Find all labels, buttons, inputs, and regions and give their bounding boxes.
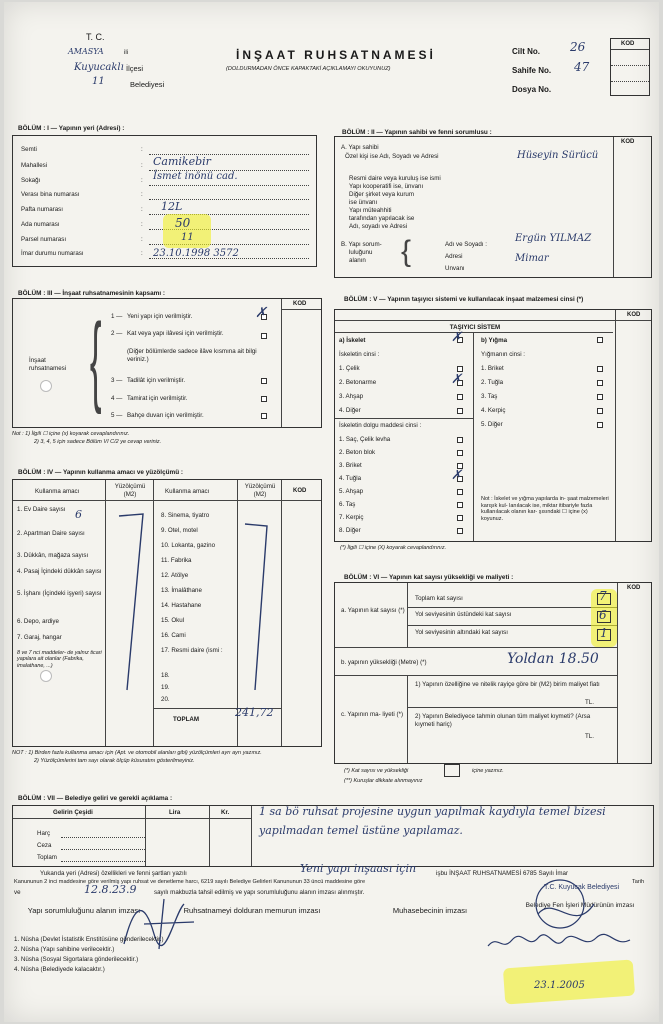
dolgu-checkbox[interactable] — [457, 489, 463, 495]
tl-1: TL. — [585, 699, 594, 706]
tugla-checkbox[interactable] — [597, 380, 603, 386]
tasiyici-header: TAŞIYICI SİSTEM — [449, 324, 501, 331]
stamp-text: T.C. Kuyucak Belediyesi — [544, 884, 620, 891]
parsel-label: Parsel numarası — [21, 236, 67, 243]
tas: 3. Taş — [481, 393, 498, 400]
adresi-label: Adresi — [445, 253, 463, 260]
tadilat-checkbox[interactable] — [261, 378, 267, 384]
garaj: 7. Garaj, hangar — [17, 634, 62, 641]
il-label: ili — [124, 49, 129, 56]
resmi-line: ise ünvanı — [349, 199, 378, 206]
tamirat-label: Tamirat için verilmiştir. — [127, 395, 188, 402]
dolgu-label: İskeletin dolgu maddesi cinsi : — [339, 422, 422, 429]
betonarme: 2. Betonarme — [339, 379, 377, 386]
diger: 4. Diğer — [339, 407, 361, 414]
bolum3-title: BÖLÜM : III — İnşaat ruhsatnamesinin kapsamı : — [18, 290, 166, 297]
area-scribble-left — [113, 510, 149, 700]
depo: 6. Depo, ardiye — [17, 618, 59, 625]
punch-hole — [40, 380, 52, 392]
footer-line1: Yukarıda yeri (Adresi) özellikleri ve fenni şartları yazılı — [40, 870, 187, 877]
footer-line3b: sayılı makbuzla tahsil edilmiş ve yapı sorumluluğunu alanın imzası alınmıştır. — [154, 889, 365, 896]
ada-value: 50 — [175, 216, 191, 230]
ceza-label: Ceza — [37, 842, 52, 849]
bolum7-box — [12, 805, 654, 867]
row-19: 19. — [161, 684, 170, 691]
gelir-cesidi-header: Gelirin Çeşidi — [53, 809, 93, 816]
iskelet-cinsi: İskeletin cinsi : — [339, 351, 380, 358]
bolum4-not2: 2) Yüzölçümlerini tam sayı olarak ölçüp küsuratını gösterilmeyiniz. — [34, 758, 195, 764]
dolgu-item: 5. Ahşap — [339, 488, 364, 495]
header-kod-box: KOD — [610, 38, 650, 96]
tc-label: T. C. — [86, 32, 105, 42]
bolum6-box: KOD a. Yapının kat sayısı (*) Toplam kat sayısı Yol seviyesinin üstündeki kat sayısı Yol seviyesinin altındaki kat sayısı 7 6 1 b. yapının yüksekliği (Metre) (*) Yoldan 18.50 c. Yapının ma- liyeti (*) 1) Yapının özelliğine ve nitelik rayiçe göre bir (M2) birim maliyet fiatı TL. 2) Yapının Belediyece tahmin olunan tüm maliyet kıymeti? (Arsa kıymeti hariç) TL. — [334, 582, 652, 764]
sig-sorumlu: Yapı sorumluluğunu alanın imzası — [27, 906, 141, 915]
lira-header: Lira — [169, 809, 181, 816]
sokak-label: Sokağı — [21, 177, 41, 184]
dolgu-item: 4. Tuğla — [339, 475, 362, 482]
imar-value: 23.10.1998 3572 — [153, 248, 239, 259]
imar-label: İmar durumu numarası — [21, 250, 84, 257]
sorumlu-unvan: Mimar — [515, 253, 549, 264]
footer-line1-value: Yeni yapı inşaası için — [300, 862, 417, 875]
signature-sorumlu — [114, 894, 204, 954]
belediye-label: Belediyesi — [130, 80, 165, 89]
kerpic-checkbox[interactable] — [597, 408, 603, 414]
bolum7-title: BÖLÜM : VII — Belediye geliri ve gerekli açıklama : — [18, 795, 173, 802]
area-scribble-right — [241, 520, 277, 700]
bolum5-footnote: (*) İlgili ☐ içine (X) koyarak cevaplandırınız. — [340, 545, 447, 551]
row-20: 20. — [161, 696, 170, 703]
dolgu-item: 2. Beton blok — [339, 449, 376, 456]
belediye-value: 11 — [92, 76, 105, 87]
resmi-line: Yapı kooperatifi ise, ünvanı — [349, 183, 424, 190]
briket-checkbox[interactable] — [597, 366, 603, 372]
alt-kat-value: 1 — [600, 626, 608, 640]
harc-label: Harç — [37, 830, 51, 837]
hastahane: 14. Hastahane — [161, 602, 202, 609]
dolgu-item: 8. Diğer — [339, 527, 361, 534]
resmi-daire: 17. Resmi daire (ismi : — [161, 647, 223, 654]
apartman: 2. Apartman Daire sayısı — [17, 530, 85, 537]
resmi-line: tarafından yapılacak ise — [349, 215, 415, 222]
resmi-line: Adı, soyadı ve Adresi — [349, 223, 408, 230]
semti-label: Semti — [21, 146, 37, 153]
tadilat-label: Tadilât için verilmiştir. — [127, 377, 186, 384]
sig-fen-isleri: Belediye Fen İşleri Müdürünün imzası — [525, 902, 635, 909]
row-18: 18. — [161, 672, 170, 679]
tugla: 2. Tuğla — [481, 379, 504, 386]
bolum5-box: KOD TAŞIYICI SİSTEM a) İskelet ✗ b) Yığma İskeletin cinsi : 1. Çelik 2. Betonarme 3. Ahşap 4. Diğer ✗ Yığmanın cinsi : 1. Briket 2. Tuğla 3. Taş 4. Kerpiç 5. Diğer İskeletin dolgu maddesi cinsi : 1. Saç, Çelik levha 2. Beton blok 3. Briket 4. Tuğla 5. Ahşap 6. Taş 7. Kerpiç 8. Diğer ✗ Not : İskelet ve yığma yapılarda in- şaat malzemeleri karışık kul- lanılacak ise, miktar itibariyle fazla kullanılacak olanın kar- şısındaki ☐ içine (x) koyunuz. — [334, 309, 652, 542]
il-value: AMASYA — [68, 47, 104, 56]
bahce-checkbox[interactable] — [261, 413, 267, 419]
b-label: B. Yapı sorum- — [341, 241, 382, 248]
footer-date: 23.1.2005 — [534, 980, 585, 991]
copy-1: 1. Nüsha (Devlet İstatistik Enstitüsüne gönderilecektir.) — [14, 936, 164, 943]
diger-checkbox[interactable] — [457, 408, 463, 414]
bolum4-not1: NOT : 1) Birden fazla kullanma amacı için (Apt. ve otomobil alanları gibi) yüzölçümleri ayrı ayrı yazınız. — [12, 750, 262, 756]
toplam-kat-value: 7 — [599, 589, 607, 603]
col-kullanma: Kullanma amacı — [35, 488, 80, 495]
pafta-value: 12L — [161, 200, 183, 213]
col-yuzolcumu: Yüzölçümü (M2) — [114, 483, 146, 498]
atolye: 12. Atölye — [161, 572, 189, 579]
footer-line2b: Tarih — [632, 879, 645, 885]
mahalle-label: Mahallesi — [21, 162, 48, 169]
dukkan: 3. Dükkân, mağaza sayısı — [17, 552, 89, 559]
bolum5-title: BÖLÜM : V — Yapının taşıyıcı sistemi ve kullanılacak inşaat malzemesi cinsi (*) — [344, 296, 584, 303]
footer-line1b: işbu İNŞAAT RUHSATNAMESİ 6785 Sayılı İmar — [436, 870, 569, 877]
yigma-diger: 5. Diğer — [481, 421, 503, 428]
toplam-label: TOPLAM — [173, 716, 200, 723]
cilt-value: 26 — [570, 40, 586, 54]
yeni-yapi-label: Yeni yapı için verilmiştir. — [127, 313, 193, 320]
signature-fen-isleri — [484, 932, 634, 954]
dosya-label: Dosya No. — [512, 85, 552, 94]
sahife-label: Sahife No. — [512, 66, 552, 75]
unvani-label: Unvanı — [445, 265, 465, 272]
cilt-label: Cilt No. — [512, 47, 540, 56]
ilave-note: (Diğer bölümlerde sadece ilâve kısmına ait bilgi veriniz.) — [127, 348, 257, 363]
bolum6-title: BÖLÜM : VI — Yapının kat sayısı yüksekliği ve maliyeti : — [344, 574, 514, 581]
lokanta: 10. Lokanta, gazino — [161, 542, 216, 549]
tas-checkbox[interactable] — [597, 394, 603, 400]
pafta-label: Pafta numarası — [21, 206, 63, 213]
ilave-checkbox[interactable] — [261, 333, 267, 339]
copy-4: 4. Nüsha (Belediyede kalacaktır.) — [14, 966, 105, 973]
bolum1-box: Semti Mahallesi Sokağı Verası bina numarası Pafta numarası Ada numarası Parsel numarası İmar durumu numarası : : : : : : : : Camikebir İsmet inönü cad. 12L 50 11 23.10.1998 3572 — [12, 135, 317, 267]
celik: 1. Çelik — [339, 365, 360, 372]
cami: 16. Cami — [161, 632, 186, 639]
ozel-kisi-label: Özel kişi ise Adı, Soyadı ve Adresi — [345, 153, 439, 160]
ilce-label: İlçesi — [126, 64, 144, 73]
dolgu-checkbox[interactable] — [457, 515, 463, 521]
aciklama-text: 1 sa bö ruhsat projesine uygun yapılmak kaydıyla temel bizesi yapılmadan temel üstüne yapılamaz. — [259, 805, 606, 837]
bolum6-f1-box — [444, 764, 460, 777]
yigma-cinsi: Yığmanın cinsi : — [481, 351, 526, 358]
dolgu-checkbox[interactable] — [457, 528, 463, 534]
page-title: İNŞAAT RUHSATNAMESİ — [236, 48, 436, 62]
footer-line2: Kanununun 2 inci maddesine göre verilmiş yapı ruhsat ve denetleme harcı, 6219 sayılı Belediye Gelirleri Kanununun 33 üncü maddesine göre — [14, 879, 366, 885]
insaat-ruhsat-label: İnşaat ruhsatnamesi — [29, 357, 67, 372]
maliyet-label: c. Yapının ma- liyeti (*) — [341, 711, 404, 718]
bolum3-note2: 2) 3, 4, 5 için sadece Bölüm VI C/2 ye cevap veriniz. — [34, 439, 162, 445]
punch-hole — [40, 670, 52, 682]
imalathane: 13. İmalâthane — [161, 587, 202, 594]
bolum4-title: BÖLÜM : IV — Yapının kullanma amacı ve yüzölçümü : — [18, 469, 184, 476]
sokak-value: İsmet inönü cad. — [153, 171, 238, 182]
makbuz-value: 12.8.23.9 — [84, 883, 137, 896]
bolum4-box: Kullanma amacı Yüzölçümü (M2) Kullanma amacı Yüzölçümü (M2) KOD 1. Ev Daire sayısı 6 2. Apartman Daire sayısı 3. Dükkân, mağaza sayısı 4. Pasaj İçindeki dükkân sayısı 5. İşhanı (İçindeki işyeri) sayısı 6. Depo, ardiye 7. Garaj, hangar 8 ve 7 nci maddeler- de yalnız ticari yapılara ait olanlar (Fabrika, imalathane, ...) 8. Sinema, tiyatro 9. Otel, motel 10. Lokanta, gazino 11. Fabrika 12. Atölye 13. İmalâthane 14. Hastahane 15. Okul 16. Cami 17. Resmi daire (ismi : 18. 19. 20. TOPLAM 241,72 — [12, 479, 322, 747]
copy-2: 2. Nüsha (Yapı sahibine verilecektir.) — [14, 946, 115, 953]
b-label: luluğunu — [349, 249, 373, 256]
briket: 1. Briket — [481, 365, 504, 372]
ahsap-checkbox[interactable] — [457, 394, 463, 400]
adi-soyadi-label: Adı ve Soyadı : — [445, 241, 487, 248]
footer-line3: ve — [14, 889, 21, 896]
dolgu-item: 1. Saç, Çelik levha — [339, 436, 391, 443]
ada-label: Ada numarası — [21, 221, 60, 228]
b-label: alanın — [349, 257, 366, 264]
ticari-note: 8 ve 7 nci maddeler- de yalnız ticari yapılara ait olanlar (Fabrika, imalathane, ...) — [17, 650, 102, 669]
sinema: 8. Sinema, tiyatro — [161, 512, 210, 519]
yukseklik-label: b. yapının yüksekliği (Metre) (*) — [341, 659, 427, 666]
bolum1-title: BÖLÜM : I — Yapının yeri (Adresi) : — [18, 125, 125, 132]
bahce-label: Bahçe duvarı için verilmiştir. — [127, 412, 204, 419]
alt-kat: Yol seviyesinin altındaki kat sayısı — [415, 629, 508, 636]
kerpic: 4. Kerpiç — [481, 407, 506, 414]
otel: 9. Otel, motel — [161, 527, 198, 534]
dolgu-checkbox[interactable] — [457, 437, 463, 443]
iskelet-label: a) İskelet — [339, 337, 366, 344]
ilce-value: Kuyucaklı — [74, 62, 124, 73]
yukseklik-value: Yoldan 18.50 — [507, 651, 599, 667]
tamirat-checkbox[interactable] — [261, 396, 267, 402]
ishani: 5. İşhanı (İçindeki işyeri) sayısı — [17, 590, 102, 597]
yigma-checkbox[interactable] — [597, 337, 603, 343]
ust-kat: Yol seviyesinin üstündeki kat sayısı — [415, 611, 512, 618]
bolum2-title: BÖLÜM : II — Yapının sahibi ve fenni sorumlusu : — [342, 129, 492, 136]
kr-header: Kr. — [221, 809, 230, 816]
page-subtitle: (DOLDURMADAN ÖNCE KAPAKTAKİ AÇIKLAMAYI OKUYUNUZ) — [226, 66, 391, 72]
bolum2-box: KOD A. Yapı sahibi Özel kişi ise Adı, Soyadı ve Adresi Hüseyin Sürücü Resmi daire veya kuruluş ise ismi Yapı kooperatifi ise, ünvanı Diğer şirket veya kurum ise ünvanı Yapı müteahhiti tarafından yapılacak ise Adı, soyadı ve Adresi B. Yapı sorum- luluğunu alanın { Adı ve Soyadı : Adresi Unvanı Ergün YILMAZ Mimar — [334, 136, 652, 278]
yigma-label: b) Yığma — [481, 337, 508, 344]
kat-sayisi-label: a. Yapının kat sayısı (*) — [341, 607, 405, 614]
col-yuzolcumu2: Yüzölçümü (M2) — [244, 483, 276, 498]
dolgu-checkbox[interactable] — [457, 450, 463, 456]
yapi-sahibi-value: Hüseyin Sürücü — [517, 150, 599, 161]
yapi-sahibi-label: A. Yapı sahibi — [341, 144, 379, 151]
bolum6-f1b: içine yazınız. — [472, 768, 504, 774]
resmi-line: Yapı müteahhiti — [349, 207, 392, 214]
bolum6-f2: (**) Kuruşlar dikkate alınmayınız — [344, 778, 423, 784]
tum-maliyet: 2) Yapının Belediyece tahmin olunan tüm maliyet kıymeti? (Arsa kıymeti hariç) — [415, 713, 591, 728]
toplam-value: 241,72 — [235, 706, 274, 719]
sig-memur: Ruhsatnameyi dolduran memurun imzası — [183, 906, 321, 915]
ahsap: 3. Ahşap — [339, 393, 364, 400]
permit-page — [4, 2, 659, 1022]
sahife-value: 47 — [574, 60, 590, 74]
bolum5-note: Not : İskelet ve yığma yapılarda in- şaat malzemeleri karışık kul- lanılacak ise, miktar itibariyle fazla kullanılacak olanın kar- şısındaki ☐ içine (x) koyunuz. — [481, 496, 609, 522]
okul: 15. Okul — [161, 617, 185, 624]
resmi-line: Diğer şirket veya kurum — [349, 191, 414, 198]
ust-kat-value: 6 — [599, 608, 607, 622]
pasaj: 4. Pasaj İçindeki dükkân sayısı — [17, 568, 102, 575]
col-kullanma2: Kullanma amacı — [165, 488, 210, 495]
resmi-line: Resmi daire veya kuruluş ise ismi — [349, 175, 441, 182]
bina-no-label: Verası bina numarası — [21, 191, 80, 198]
fabrika: 11. Fabrika — [161, 557, 192, 564]
birim-maliyet: 1) Yapının özelliğine ve nitelik rayiçe göre bir (M2) birim maliyet fiatı — [415, 681, 600, 688]
ev-daire-value: 6 — [75, 508, 82, 521]
ev-daire: 1. Ev Daire sayısı — [17, 506, 66, 513]
copy-3: 3. Nüsha (Sosyal Sigortalara gönderilecektir.) — [14, 956, 139, 963]
parsel-value: 11 — [181, 232, 194, 243]
bolum3-box: KOD İnşaat ruhsatnamesi { 1 — Yeni yapı için verilmiştir. 2 — Kat veya yapı ilâvesi için verilmiştir. (Diğer bölümlerde sadece ilâve kısmına ait bilgi veriniz.) 3 — Tadilât için verilmiştir. 4 — Tamirat için verilmiştir. 5 — Bahçe duvarı için verilmiştir. ✗ — [12, 298, 322, 428]
dolgu-item: 6. Taş — [339, 501, 356, 508]
toplam-gelir-label: Toplam — [37, 854, 57, 861]
yigma-diger-checkbox[interactable] — [597, 422, 603, 428]
dolgu-item: 3. Briket — [339, 462, 362, 469]
sig-muhasebe: Muhasebecinin imzası — [392, 906, 468, 915]
bolum6-f1: (*) Kat sayısı ve yüksekliği — [344, 768, 409, 774]
dolgu-checkbox[interactable] — [457, 502, 463, 508]
dolgu-item: 7. Kerpiç — [339, 514, 364, 521]
sorumlu-adi: Ergün YILMAZ — [515, 233, 592, 244]
bolum3-note1: Not : 1) İlgili ☐ içine (x) koyarak cevaplandırınız. — [12, 431, 130, 437]
toplam-kat: Toplam kat sayısı — [415, 595, 463, 602]
ilave-label: Kat veya yapı ilâvesi için verilmiştir. — [127, 330, 224, 337]
mahalle-value: Camikebir — [153, 155, 211, 168]
tl-2: TL. — [585, 733, 594, 740]
